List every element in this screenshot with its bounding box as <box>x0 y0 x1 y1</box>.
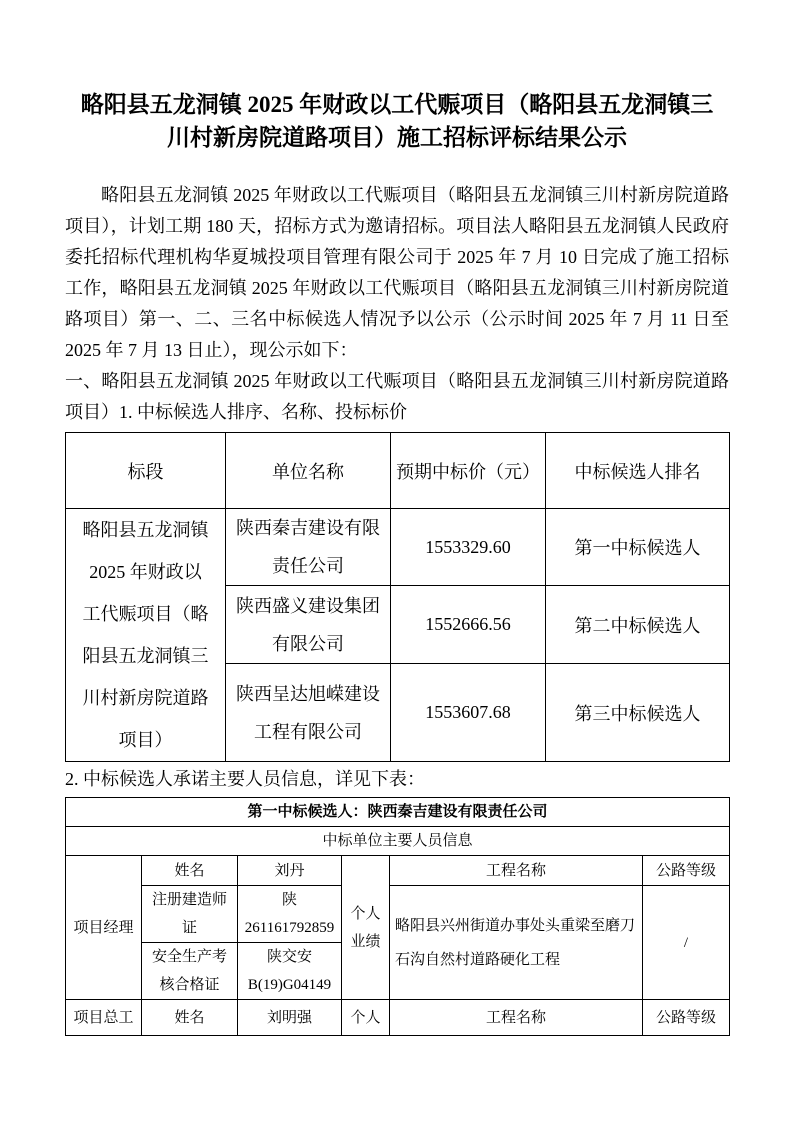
company-cell: 陕西呈达旭嵘建设工程有限公司 <box>226 664 391 762</box>
section-cell: 略阳县五龙洞镇 2025 年财政以工代赈项目（略阳县五龙洞镇三川村新房院道路项目） <box>66 509 226 762</box>
project-name-header-cell: 工程名称 <box>390 1000 643 1036</box>
header-cell-rank: 中标候选人排名 <box>546 433 730 509</box>
personnel-subtitle-row <box>66 827 730 856</box>
header-cell-price: 预期中标价（元） <box>391 433 546 509</box>
document-title-line1: 略阳县五龙洞镇 2025 年财政以工代赈项目（略阳县五龙洞镇三 <box>80 92 714 117</box>
road-grade-header-cell: 公路等级 <box>643 856 730 886</box>
company-cell: 陕西秦吉建设有限责任公司 <box>226 509 391 586</box>
candidate-title-row <box>66 798 730 827</box>
project-name-header-cell: 工程名称 <box>390 856 643 886</box>
role-cell: 项目总工 <box>66 1000 142 1036</box>
name-value-cell: 刘明强 <box>238 1000 342 1036</box>
name-value-cell: 刘丹 <box>238 856 342 886</box>
header-cell-company: 单位名称 <box>226 433 391 509</box>
table-row <box>66 886 730 943</box>
rank-cell: 第二中标候选人 <box>546 586 730 664</box>
cert1-label-cell: 注册建造师证 <box>142 886 238 943</box>
candidate-title-cell: 第一中标候选人：陕西秦吉建设有限责任公司 <box>66 798 730 827</box>
personnel-note: 2. 中标候选人承诺主要人员信息，详见下表： <box>65 769 425 789</box>
personnel-subtitle-cell: 中标单位主要人员信息 <box>66 827 730 856</box>
role-cell: 项目经理 <box>66 856 142 1000</box>
performance-cell: 个人业绩 <box>342 856 390 1000</box>
table-row <box>66 509 730 586</box>
rank-cell: 第三中标候选人 <box>546 664 730 762</box>
section-heading: 一、略阳县五龙洞镇 2025 年财政以工代赈项目（略阳县五龙洞镇三川村新房院道路项目）1. 中标候选人排序、名称、投标标价 <box>65 371 729 422</box>
performance-cell: 个人 <box>342 1000 390 1036</box>
company-cell: 陕西盛义建设集团有限公司 <box>226 586 391 664</box>
road-grade-header-cell: 公路等级 <box>643 1000 730 1036</box>
price-cell: 1553329.60 <box>391 509 546 586</box>
bid-table-header-row <box>66 433 730 509</box>
personnel-table <box>65 797 730 1036</box>
intro-paragraph: 略阳县五龙洞镇 2025 年财政以工代赈项目（略阳县五龙洞镇三川村新房院道路项目），计划工期 180 天，招标方式为邀请招标。项目法人略阳县五龙洞镇人民政府委托招标代理机构华夏城投项目管理有限公司于 2025 年 7 月 10 日完成了施工招标工作，略阳县五龙洞镇 2025 年财政以工代赈项目（略阳县五龙洞镇三川村新房院道路项目）第一、二、三名中标候选人情况予以公示（公示时间 2025 年 7 月 11 日至 2025 年 7 月 13 日止），现公示如下： <box>65 185 729 360</box>
bid-results-table <box>65 432 730 762</box>
name-label-cell: 姓名 <box>142 1000 238 1036</box>
name-label-cell: 姓名 <box>142 856 238 886</box>
cert1-value-cell: 陕 261161792859 <box>238 886 342 943</box>
document-title <box>65 88 729 154</box>
project-name-cell: 略阳县兴州街道办事处头重梁至磨刀石沟自然村道路硬化工程 <box>390 886 643 1000</box>
document-title-line2: 川村新房院道路项目）施工招标评标结果公示 <box>167 125 627 150</box>
header-cell-section: 标段 <box>66 433 226 509</box>
road-grade-cell: / <box>643 886 730 1000</box>
cert2-value-cell: 陕交安 B(19)G04149 <box>238 943 342 1000</box>
rank-cell: 第一中标候选人 <box>546 509 730 586</box>
table-row <box>66 1000 730 1036</box>
table-row <box>66 856 730 886</box>
price-cell: 1553607.68 <box>391 664 546 762</box>
price-cell: 1552666.56 <box>391 586 546 664</box>
cert2-label-cell: 安全生产考核合格证 <box>142 943 238 1000</box>
